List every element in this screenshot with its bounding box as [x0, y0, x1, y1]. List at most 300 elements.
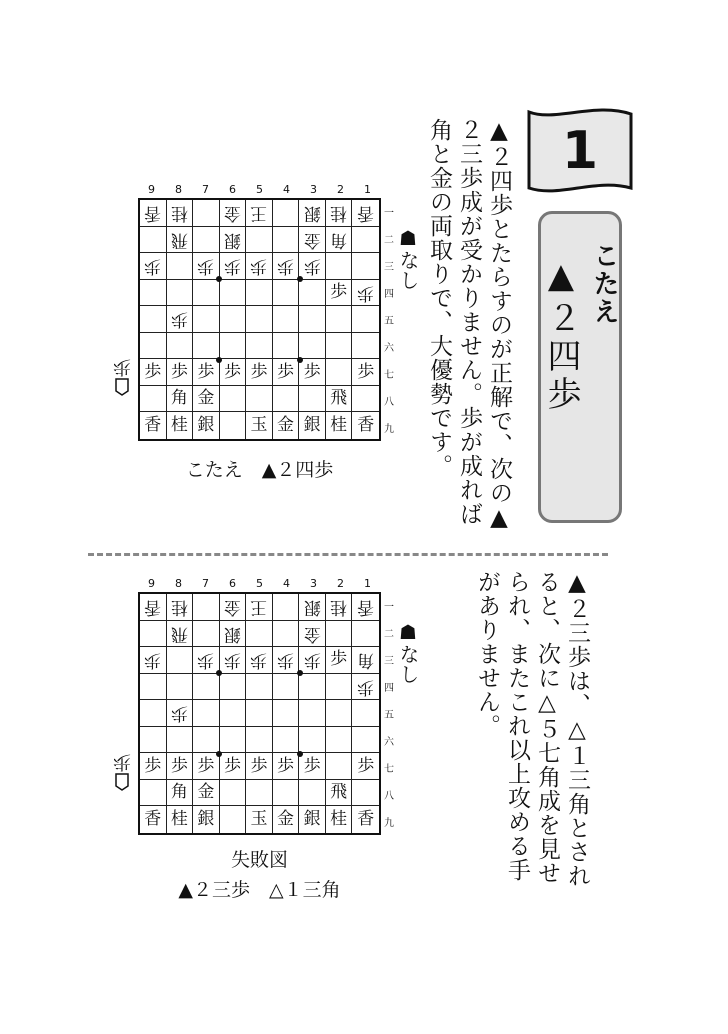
gote-piece[interactable]: 桂 [170, 203, 188, 224]
board-square[interactable] [273, 412, 300, 439]
row-label: 七 [384, 370, 394, 381]
board-square[interactable] [326, 753, 353, 780]
board-square[interactable] [246, 780, 273, 807]
board-square[interactable] [326, 621, 353, 648]
board-square[interactable] [299, 780, 326, 807]
column-label: 2 [337, 183, 344, 196]
sente-piece[interactable]: 玉 [250, 415, 268, 436]
gote-piece[interactable]: 歩 [250, 256, 268, 277]
board-square[interactable] [246, 386, 273, 413]
board-square[interactable] [273, 674, 300, 701]
star-point [216, 751, 222, 757]
board-square[interactable] [167, 621, 194, 648]
problem-number: 1 [561, 121, 599, 181]
board-square[interactable] [246, 280, 273, 307]
column-label: 9 [148, 577, 155, 590]
board-square[interactable] [299, 594, 326, 621]
board-square[interactable] [299, 412, 326, 439]
board-square[interactable] [140, 780, 167, 807]
board-square[interactable] [193, 333, 220, 360]
board-square[interactable] [246, 700, 273, 727]
board-square[interactable] [220, 594, 247, 621]
gote-piece[interactable]: 金 [223, 203, 241, 224]
gote-piece[interactable]: 歩 [277, 650, 295, 671]
board-square[interactable] [299, 280, 326, 307]
gote-piece[interactable]: 歩 [357, 676, 375, 697]
board-square[interactable] [167, 200, 194, 227]
board-square[interactable] [352, 306, 379, 333]
board-square[interactable] [299, 674, 326, 701]
sente-piece[interactable]: 桂 [330, 415, 348, 436]
board-square[interactable] [273, 700, 300, 727]
board-square[interactable] [220, 700, 247, 727]
sente-piece[interactable]: 歩 [197, 361, 215, 382]
board-square[interactable] [246, 674, 273, 701]
answer-box [538, 211, 622, 523]
column-labels [138, 577, 381, 591]
board-square[interactable] [193, 700, 220, 727]
board-square[interactable] [140, 647, 167, 674]
sente-piece[interactable]: 桂 [170, 809, 188, 830]
sente-piece[interactable]: 銀 [197, 809, 215, 830]
sente-piece[interactable]: 歩 [303, 361, 321, 382]
gote-piece[interactable]: 歩 [170, 703, 188, 724]
sente-piece[interactable]: 玉 [250, 809, 268, 830]
board-square[interactable] [273, 359, 300, 386]
sente-hand-1 [395, 226, 421, 295]
column-label: 8 [175, 183, 182, 196]
row-label: 九 [384, 818, 394, 829]
sente-piece[interactable]: 銀 [303, 415, 321, 436]
board-square[interactable] [273, 200, 300, 227]
board-square[interactable] [140, 674, 167, 701]
board-square[interactable] [326, 700, 353, 727]
sente-piece[interactable]: 歩 [223, 361, 241, 382]
board-square[interactable] [326, 280, 353, 307]
board-square[interactable] [246, 647, 273, 674]
board-square[interactable] [299, 621, 326, 648]
row-label: 五 [384, 316, 394, 327]
sente-piece[interactable]: 飛 [330, 388, 348, 409]
gote-piece[interactable]: 香 [144, 203, 162, 224]
board-square[interactable] [140, 806, 167, 833]
board-square[interactable] [299, 227, 326, 254]
board-square[interactable] [140, 412, 167, 439]
column-labels [138, 183, 381, 197]
sente-piece[interactable]: 歩 [357, 755, 375, 776]
gote-piece[interactable]: 香 [144, 597, 162, 618]
sente-piece[interactable]: 角 [170, 782, 188, 803]
gote-piece[interactable]: 歩 [277, 256, 295, 277]
row-label: 九 [384, 424, 394, 435]
answer-board [138, 183, 394, 445]
board-square[interactable] [246, 753, 273, 780]
board-square[interactable] [246, 621, 273, 648]
board-square[interactable] [167, 306, 194, 333]
star-point [216, 276, 222, 282]
section-divider [88, 553, 608, 556]
sente-piece[interactable]: 歩 [277, 755, 295, 776]
board-square[interactable] [220, 333, 247, 360]
gote-piece[interactable]: 桂 [170, 597, 188, 618]
failure-explanation: ▲２三歩は、△１三角とされると、次に△５七角成を見せられ、またこれ以上攻める手がありません。 [474, 570, 590, 888]
gote-hand-1 [110, 355, 134, 397]
board-square[interactable] [352, 700, 379, 727]
board-square[interactable] [220, 727, 247, 754]
board-square[interactable] [326, 780, 353, 807]
board-square[interactable] [326, 386, 353, 413]
board-square[interactable] [246, 227, 273, 254]
answer-move: ▲２四歩 [541, 256, 581, 414]
sente-piece[interactable]: 歩 [250, 755, 268, 776]
row-label: 三 [384, 656, 394, 667]
board-square[interactable] [167, 386, 194, 413]
board-square[interactable] [352, 806, 379, 833]
board-square[interactable] [273, 227, 300, 254]
board-square[interactable] [193, 780, 220, 807]
gote-piece[interactable]: 角 [357, 650, 375, 671]
sente-piece[interactable]: 歩 [357, 361, 375, 382]
board-square[interactable] [167, 806, 194, 833]
row-label: 二 [384, 629, 394, 640]
board-square[interactable] [326, 306, 353, 333]
sente-piece[interactable]: 香 [357, 809, 375, 830]
column-label: 4 [283, 577, 290, 590]
gote-piece[interactable]: 角 [330, 229, 348, 250]
row-label: 四 [384, 289, 394, 300]
board-square[interactable] [273, 753, 300, 780]
board-square[interactable] [220, 753, 247, 780]
board-square[interactable] [193, 412, 220, 439]
board-square[interactable] [326, 359, 353, 386]
board-square[interactable] [220, 200, 247, 227]
sente-piece[interactable]: 歩 [303, 755, 321, 776]
board-square[interactable] [193, 253, 220, 280]
sente-piece[interactable]: 銀 [303, 809, 321, 830]
gote-piece[interactable]: 王 [250, 597, 268, 618]
gote-piece[interactable]: 桂 [330, 203, 348, 224]
star-point [297, 670, 303, 676]
answer-label: こたえ [589, 242, 619, 326]
board-square[interactable] [273, 727, 300, 754]
board-square[interactable] [140, 280, 167, 307]
board-square[interactable] [140, 727, 167, 754]
gote-piece-icon [114, 377, 130, 397]
board-square[interactable] [140, 700, 167, 727]
gote-piece[interactable]: 金 [223, 597, 241, 618]
gote-piece[interactable]: 香 [357, 597, 375, 618]
board-square[interactable] [352, 253, 379, 280]
sente-piece[interactable]: 歩 [197, 755, 215, 776]
gote-piece[interactable]: 王 [250, 203, 268, 224]
board-square[interactable] [193, 727, 220, 754]
board-square[interactable] [352, 280, 379, 307]
board-square[interactable] [326, 806, 353, 833]
board-square[interactable] [140, 227, 167, 254]
row-label: 八 [384, 791, 394, 802]
row-label: 一 [384, 208, 394, 219]
board-square[interactable] [273, 621, 300, 648]
board-square[interactable] [326, 674, 353, 701]
gote-piece[interactable]: 飛 [170, 229, 188, 250]
gote-piece[interactable]: 歩 [144, 256, 162, 277]
board-square[interactable] [140, 306, 167, 333]
board-square[interactable] [326, 200, 353, 227]
board-square[interactable] [246, 333, 273, 360]
board-square[interactable] [220, 806, 247, 833]
board-square[interactable] [246, 359, 273, 386]
board-square[interactable] [167, 674, 194, 701]
gote-piece[interactable]: 歩 [197, 256, 215, 277]
board-square[interactable] [299, 647, 326, 674]
board-square[interactable] [220, 253, 247, 280]
gote-hand-pieces: 歩 [113, 356, 131, 377]
board-square[interactable] [193, 280, 220, 307]
board-grid [138, 198, 381, 441]
board-square[interactable] [140, 333, 167, 360]
sente-piece-icon: ☗ [399, 226, 417, 250]
board-square[interactable] [326, 594, 353, 621]
sente-hand-pieces: なし [396, 644, 420, 684]
failure-board-caption-title: 失敗図 [230, 849, 288, 871]
board-square[interactable] [220, 306, 247, 333]
board-square[interactable] [352, 727, 379, 754]
board-square[interactable] [246, 806, 273, 833]
gote-piece[interactable]: 歩 [170, 309, 188, 330]
board-square[interactable] [273, 594, 300, 621]
board-square[interactable] [220, 412, 247, 439]
board-square[interactable] [273, 333, 300, 360]
column-label: 7 [202, 183, 209, 196]
sente-piece[interactable]: 金 [277, 809, 295, 830]
sente-piece[interactable]: 歩 [250, 361, 268, 382]
board-square[interactable] [167, 359, 194, 386]
sente-piece[interactable]: 香 [357, 415, 375, 436]
sente-piece[interactable]: 金 [197, 388, 215, 409]
gote-piece-icon [114, 772, 130, 792]
gote-piece[interactable]: 歩 [223, 256, 241, 277]
sente-piece[interactable]: 角 [170, 388, 188, 409]
gote-piece[interactable]: 歩 [357, 282, 375, 303]
column-label: 2 [337, 577, 344, 590]
sente-piece[interactable]: 香 [144, 415, 162, 436]
board-square[interactable] [299, 200, 326, 227]
board-square[interactable] [273, 253, 300, 280]
board-square[interactable] [326, 727, 353, 754]
sente-piece[interactable]: 金 [197, 782, 215, 803]
board-square[interactable] [246, 727, 273, 754]
board-square[interactable] [220, 280, 247, 307]
board-square[interactable] [193, 306, 220, 333]
board-square[interactable] [140, 386, 167, 413]
sente-piece[interactable]: 桂 [330, 809, 348, 830]
sente-piece[interactable]: 歩 [170, 361, 188, 382]
board-square[interactable] [352, 594, 379, 621]
row-label: 一 [384, 602, 394, 613]
board-square[interactable] [299, 333, 326, 360]
board-square[interactable] [326, 253, 353, 280]
board-square[interactable] [273, 306, 300, 333]
column-label: 5 [256, 183, 263, 196]
board-square[interactable] [352, 753, 379, 780]
star-point [297, 357, 303, 363]
board-square[interactable] [220, 780, 247, 807]
gote-piece[interactable]: 銀 [303, 597, 321, 618]
board-square[interactable] [220, 359, 247, 386]
board-square[interactable] [299, 753, 326, 780]
gote-piece[interactable]: 銀 [223, 229, 241, 250]
column-label: 1 [364, 183, 371, 196]
board-square[interactable] [193, 674, 220, 701]
board-square[interactable] [193, 806, 220, 833]
board-square[interactable] [193, 753, 220, 780]
board-square[interactable] [352, 412, 379, 439]
board-square[interactable] [167, 753, 194, 780]
sente-piece-icon: ☗ [399, 620, 417, 644]
board-square[interactable] [193, 227, 220, 254]
sente-piece[interactable]: 歩 [277, 361, 295, 382]
board-square[interactable] [273, 647, 300, 674]
gote-piece[interactable]: 歩 [223, 650, 241, 671]
board-square[interactable] [220, 621, 247, 648]
sente-piece[interactable]: 歩 [144, 361, 162, 382]
row-labels [382, 198, 396, 441]
star-point [297, 751, 303, 757]
board-square[interactable] [193, 200, 220, 227]
board-square[interactable] [193, 386, 220, 413]
gote-piece[interactable]: 銀 [223, 623, 241, 644]
board-square[interactable] [140, 594, 167, 621]
board-square[interactable] [326, 647, 353, 674]
board-square[interactable] [220, 674, 247, 701]
gote-piece[interactable]: 銀 [303, 203, 321, 224]
answer-board-caption: こたえ ▲２四歩 [185, 459, 334, 481]
sente-piece[interactable]: 歩 [144, 755, 162, 776]
sente-hand-pieces: なし [396, 250, 420, 290]
sente-piece[interactable]: 歩 [170, 755, 188, 776]
board-square[interactable] [246, 412, 273, 439]
board-square[interactable] [352, 780, 379, 807]
sente-piece[interactable]: 桂 [170, 415, 188, 436]
board-square[interactable] [167, 412, 194, 439]
board-square[interactable] [220, 227, 247, 254]
board-square[interactable] [326, 412, 353, 439]
gote-piece[interactable]: 歩 [303, 256, 321, 277]
board-square[interactable] [140, 359, 167, 386]
board-square[interactable] [167, 253, 194, 280]
board-square[interactable] [352, 227, 379, 254]
gote-piece[interactable]: 香 [357, 203, 375, 224]
board-square[interactable] [167, 227, 194, 254]
board-square[interactable] [140, 253, 167, 280]
board-square[interactable] [352, 621, 379, 648]
board-square[interactable] [140, 753, 167, 780]
board-square[interactable] [273, 386, 300, 413]
board-square[interactable] [220, 386, 247, 413]
sente-piece[interactable]: 飛 [330, 782, 348, 803]
column-label: 8 [175, 577, 182, 590]
row-label: 六 [384, 343, 394, 354]
sente-piece[interactable]: 銀 [197, 415, 215, 436]
gote-piece[interactable]: 金 [303, 623, 321, 644]
row-label: 二 [384, 235, 394, 246]
board-square[interactable] [326, 333, 353, 360]
board-square[interactable] [193, 621, 220, 648]
board-square[interactable] [299, 806, 326, 833]
board-square[interactable] [167, 333, 194, 360]
row-label: 五 [384, 710, 394, 721]
board-square[interactable] [193, 359, 220, 386]
board-square[interactable] [352, 200, 379, 227]
board-square[interactable] [352, 674, 379, 701]
board-square[interactable] [246, 594, 273, 621]
board-square[interactable] [273, 780, 300, 807]
board-grid [138, 592, 381, 835]
board-square[interactable] [299, 727, 326, 754]
board-square[interactable] [167, 647, 194, 674]
board-square[interactable] [220, 647, 247, 674]
gote-piece[interactable]: 歩 [303, 650, 321, 671]
column-label: 9 [148, 183, 155, 196]
board-square[interactable] [352, 333, 379, 360]
gote-piece[interactable]: 飛 [170, 623, 188, 644]
gote-piece[interactable]: 桂 [330, 597, 348, 618]
board-square[interactable] [299, 359, 326, 386]
board-square[interactable] [193, 594, 220, 621]
board-square[interactable] [352, 386, 379, 413]
board-square[interactable] [352, 647, 379, 674]
board-square[interactable] [273, 806, 300, 833]
board-square[interactable] [299, 700, 326, 727]
star-point [216, 670, 222, 676]
board-square[interactable] [167, 727, 194, 754]
star-point [216, 357, 222, 363]
board-square[interactable] [167, 594, 194, 621]
board-square[interactable] [246, 200, 273, 227]
sente-piece[interactable]: 金 [277, 415, 295, 436]
board-square[interactable] [140, 200, 167, 227]
row-label: 七 [384, 764, 394, 775]
gote-piece[interactable]: 金 [303, 229, 321, 250]
sente-piece[interactable]: 歩 [223, 755, 241, 776]
row-label: 八 [384, 397, 394, 408]
gote-piece[interactable]: 歩 [197, 650, 215, 671]
board-square[interactable] [167, 280, 194, 307]
sente-piece[interactable]: 歩 [330, 649, 348, 670]
gote-piece[interactable]: 歩 [144, 650, 162, 671]
board-square[interactable] [167, 780, 194, 807]
failure-board-caption-moves: ▲２三歩 △１三角 [178, 879, 341, 901]
board-square[interactable] [299, 306, 326, 333]
sente-hand-2 [395, 620, 421, 689]
board-square[interactable] [273, 280, 300, 307]
board-square[interactable] [299, 253, 326, 280]
board-square[interactable] [246, 253, 273, 280]
board-square[interactable] [140, 621, 167, 648]
board-square[interactable] [246, 306, 273, 333]
sente-piece[interactable]: 歩 [330, 281, 348, 302]
board-square[interactable] [167, 700, 194, 727]
problem-number-banner [525, 108, 635, 194]
board-square[interactable] [299, 386, 326, 413]
board-square[interactable] [326, 227, 353, 254]
sente-piece[interactable]: 香 [144, 809, 162, 830]
column-label: 3 [310, 183, 317, 196]
board-square[interactable] [193, 647, 220, 674]
board-square[interactable] [352, 359, 379, 386]
column-label: 3 [310, 577, 317, 590]
gote-piece[interactable]: 歩 [250, 650, 268, 671]
